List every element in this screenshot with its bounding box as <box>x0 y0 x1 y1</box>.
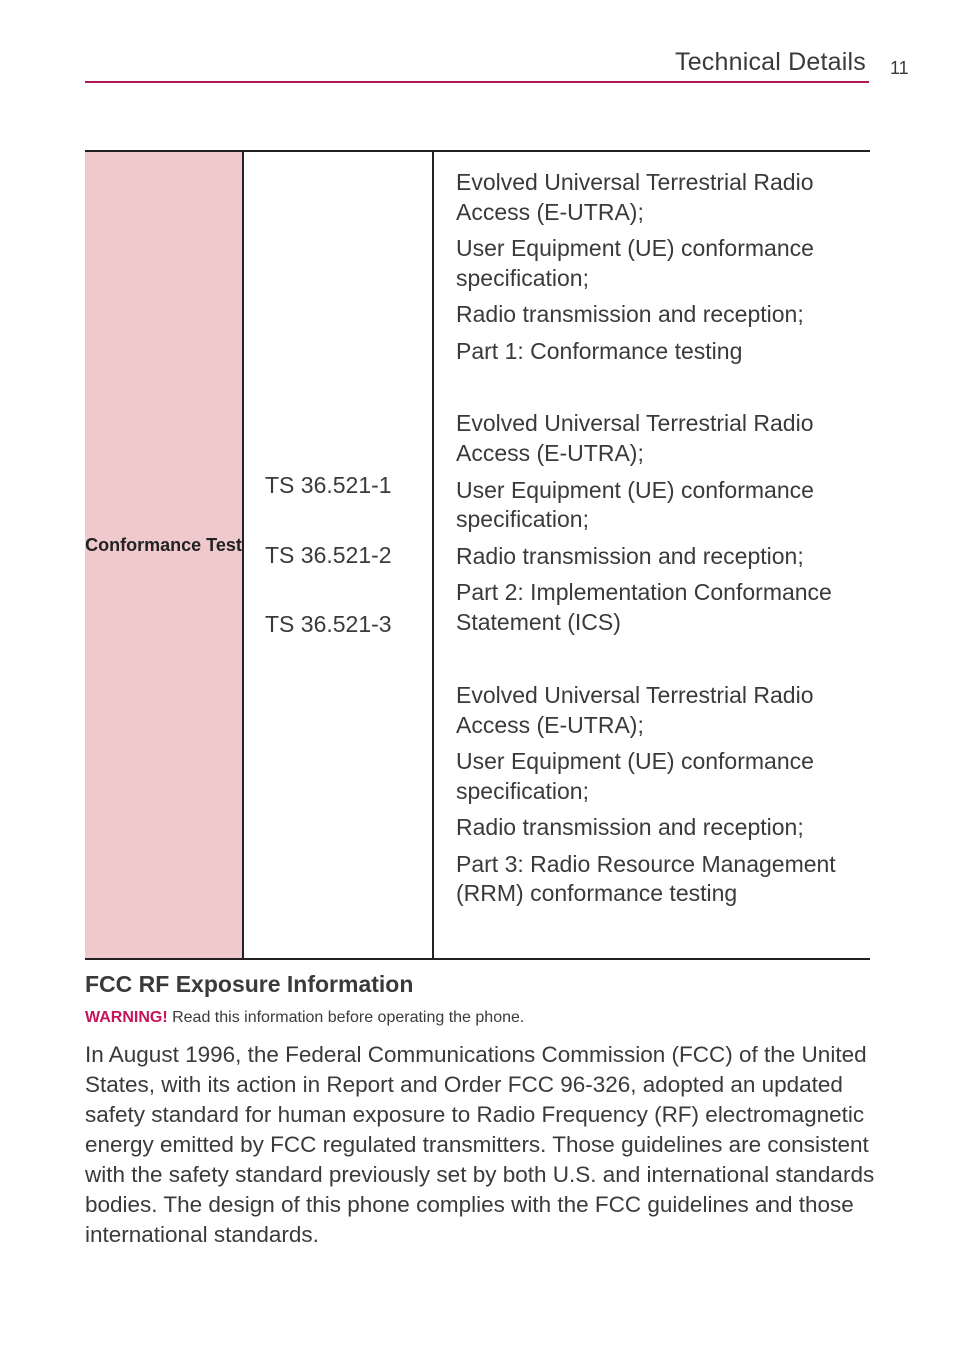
spec-code: TS 36.521-1 <box>265 472 392 498</box>
description-line: User Equipment (UE) conformance <box>456 748 814 774</box>
spec-codes-cell <box>244 152 434 958</box>
spec-code: TS 36.521-2 <box>265 542 392 568</box>
description-line: Radio transmission and reception; <box>456 814 804 840</box>
warning-label: WARNING! <box>85 1009 168 1026</box>
header-rule <box>85 81 869 83</box>
description-line: Part 3: Radio Resource Management <box>456 851 836 877</box>
description-line: Evolved Universal Terrestrial Radio <box>456 169 814 195</box>
body-paragraph: In August 1996, the Federal Communications Commission (FCC) of the United States, with its action in Report and Order FCC 96-326, adopted an updated safety standard for human exposure to Radio Frequency (RF) electromagnetic energy emitted by FCC regulated transmitters. Those guidelines are consistent with the safety standard previously set by both U.S. and international standards bodies. The design of this phone complies with the FCC guidelines and those international standards. <box>85 1042 875 1247</box>
description-line: specification; <box>456 506 589 532</box>
page-header-title: Technical Details <box>675 48 866 76</box>
description-line: Evolved Universal Terrestrial Radio <box>456 682 814 708</box>
conformance-table <box>85 150 870 960</box>
description-line: Part 2: Implementation Conformance <box>456 579 832 605</box>
description-line: User Equipment (UE) conformance <box>456 235 814 261</box>
description-line: Access (E-UTRA); <box>456 712 644 738</box>
page-number: 11 <box>890 58 909 78</box>
description-line: Statement (ICS) <box>456 609 621 635</box>
description-line: Part 1: Conformance testing <box>456 338 743 364</box>
warning-notice <box>85 1009 524 1027</box>
description-line: Access (E-UTRA); <box>456 440 644 466</box>
description-line: Evolved Universal Terrestrial Radio <box>456 410 814 436</box>
description-line: User Equipment (UE) conformance <box>456 477 814 503</box>
section-heading: FCC RF Exposure Information <box>85 971 414 997</box>
warning-text: Read this information before operating the phone. <box>167 1009 525 1026</box>
descriptions-cell <box>434 152 870 958</box>
category-cell <box>85 152 244 958</box>
description-line: specification; <box>456 778 589 804</box>
description-line: Access (E-UTRA); <box>456 199 644 225</box>
category-label: Conformance Test <box>85 535 242 555</box>
description-line: specification; <box>456 265 589 291</box>
description-line: Radio transmission and reception; <box>456 543 804 569</box>
description-line: Radio transmission and reception; <box>456 301 804 327</box>
description-line: (RRM) conformance testing <box>456 880 738 906</box>
spec-code: TS 36.521-3 <box>265 611 392 637</box>
